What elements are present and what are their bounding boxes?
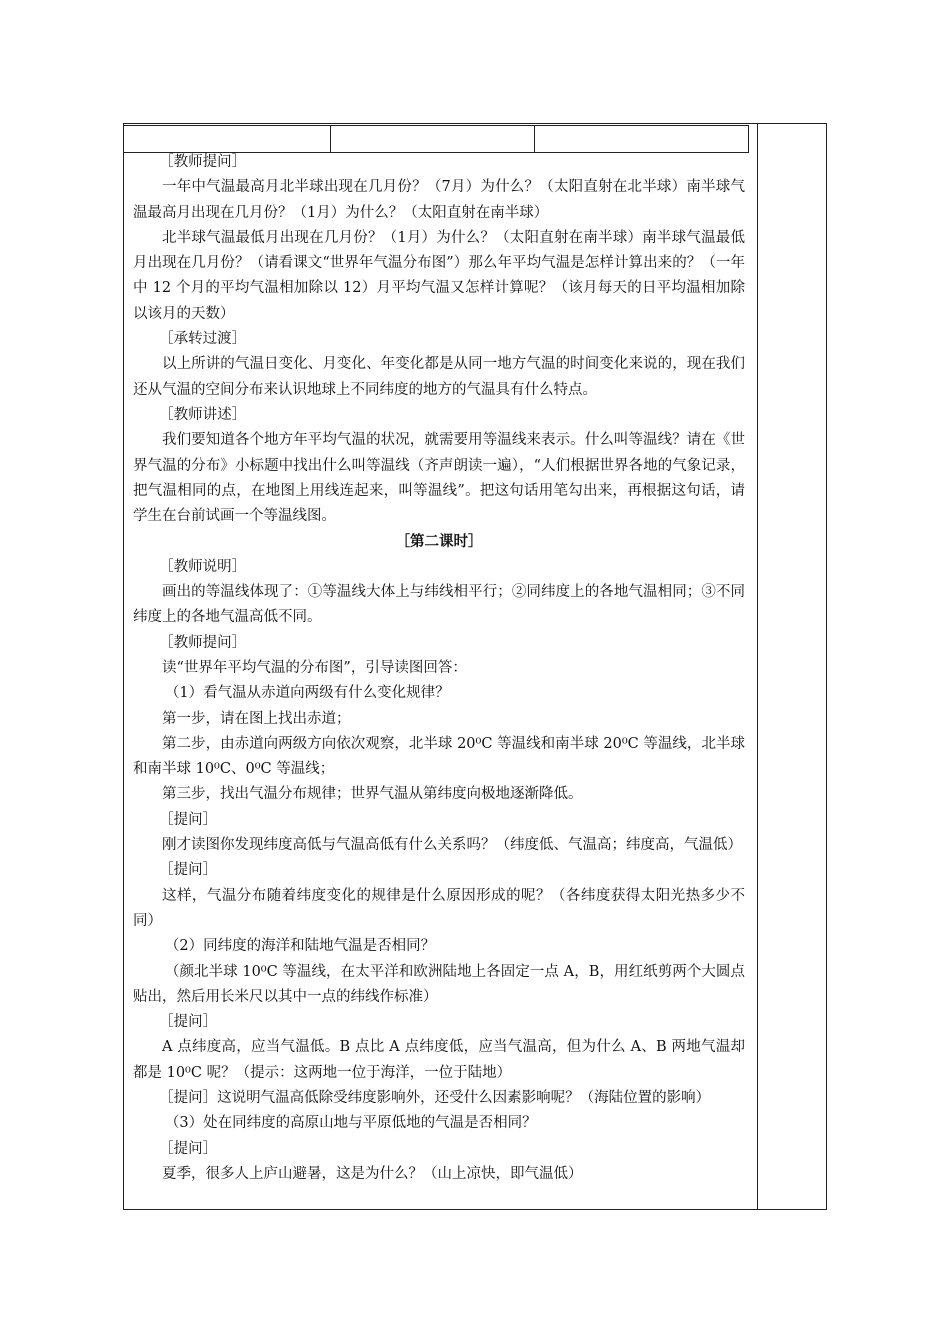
table-divider — [330, 126, 331, 152]
paragraph: （2）同纬度的海洋和陆地气温是否相同？ — [164, 938, 436, 955]
paragraph: ［教师讲述］ — [159, 406, 247, 423]
paragraph: ［提问］这说明气温高低除受纬度影响外，还受什么因素影响呢？（海陆位置的影响） — [159, 1089, 711, 1106]
paragraph: 刚才读图你发现纬度高低与气温高低有什么关系吗？（纬度低、气温高；纬度高，气温低） — [162, 837, 742, 854]
paragraph: 读“世界年平均气温的分布图”，引导读图回答： — [162, 659, 467, 676]
paragraph: 夏季，很多人上庐山避暑，这是为什么？（山上凉快，即气温低） — [162, 1165, 583, 1182]
table-divider — [534, 126, 535, 152]
paragraph: 画出的等温线体现了：①等温线大体上与纬线相平行；②同纬度上的各地气温相同；③不同纬度上的各地气温高低不同。 — [133, 584, 745, 626]
paragraph: 一年中气温最高月北半球出现在几月份？（7月）为什么？（太阳直射在北半球）南半球气温最高月出现在几月份？（1月）为什么？（太阳直射在南半球） — [133, 179, 745, 221]
paragraph: （颜北半球 10⁰C 等温线，在太平洋和欧洲陆地上各固定一点 A，B，用红纸剪两个大圆点贴出，然后用长米尺以其中一点的纬线作标准） — [133, 963, 745, 1005]
paragraph: ［提问］ — [159, 1140, 218, 1157]
paragraph: （3）处在同纬度的高原山地与平原低地的气温是否相同？ — [164, 1115, 537, 1132]
paragraph: ［提问］ — [159, 811, 218, 828]
paragraph: ［提问］ — [159, 1014, 218, 1031]
paragraph: 以上所讲的气温日变化、月变化、年变化都是从同一地方气温的时间变化来说的，现在我们还从气温的空间分布来认识地球上不同纬度的地方的气温具有什么特点。 — [133, 356, 745, 398]
paragraph: ［教师说明］ — [159, 558, 247, 575]
paragraph: 我们要知道各个地方年平均气温的状况，就需要用等温线来表示。什么叫等温线？请在《世界气温的分布》小标题中找出什么叫等温线（齐声朗读一遍），“人们根据世界各地的气象记录，把气温相同的点，在地图上用线连起来，叫等温线”。把这句话用笔勾出来，再根据这句话，请学生在台前试画一个等温线图。 — [133, 432, 745, 525]
paragraph: ［提问］ — [159, 862, 218, 879]
header-table — [123, 125, 749, 153]
paragraph: ［教师提问］ — [159, 634, 247, 651]
paragraph: 第一步，请在图上找出赤道； — [162, 710, 351, 727]
lesson-content — [133, 150, 745, 1187]
paragraph: 北半球气温最低月出现在几月份？（1月）为什么？（太阳直射在南半球）南半球气温最低月出现在几月份？（请看课文“世界年气温分布图”）那么年平均气温是怎样计算出来的？（一年中 12 个月的平均气温相加除以 12）月平均气温又怎样计算呢？（该月每天的日平均温相加除以该月的天数） — [133, 229, 745, 322]
paragraph: ［教师提问］ — [159, 154, 247, 170]
paragraph: 第二步，由赤道向两级方向依次观察，北半球 20⁰C 等温线和南半球 20⁰C 等温线，北半球和南半球 10⁰C、0⁰C 等温线； — [133, 735, 745, 778]
paragraph: 第三步，找出气温分布规律；世界气温从第纬度向极地逐渐降低。 — [162, 786, 583, 803]
paragraph: （1）看气温从赤道向两级有什么变化规律？ — [164, 685, 450, 702]
paragraph: ［承转过渡］ — [159, 331, 247, 348]
paragraph: A 点纬度高，应当气温低。B 点比 A 点纬度低，应当气温高，但为什么 A、B 两地气温却都是 10⁰C 呢？（提示：这两地一位于海洋，一位于陆地） — [133, 1039, 745, 1081]
right-column-divider — [757, 123, 758, 1210]
paragraph: 这样，气温分布随着纬度变化的规律是什么原因形成的呢？（各纬度获得太阳光热多少不同） — [133, 887, 745, 929]
section-heading: ［第二课时］ — [395, 533, 483, 551]
